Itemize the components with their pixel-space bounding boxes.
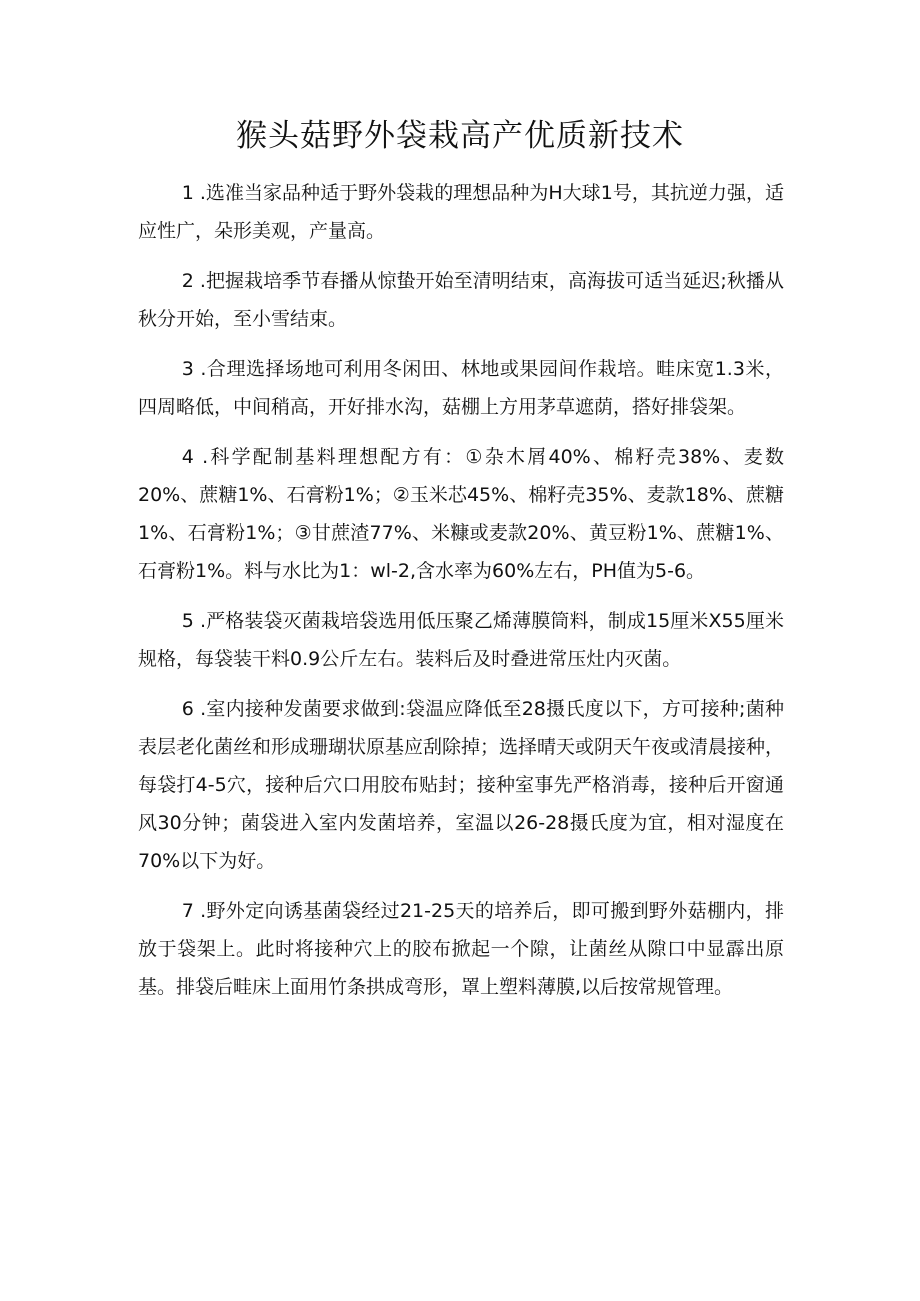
paragraph-2 [138, 262, 784, 338]
paragraph-text: .室内接种发菌要求做到:袋温应降低至28摄氏度以下，方可接种;菌种表层老化菌丝和形成珊瑚状原基应刮除掉；选择晴天或阴天午夜或清晨接种，每袋打4-5穴，接种后穴口用胶布贴封；接种室事先严格消毒，接种后开窗通风30分钟；菌袋进入室内发菌培养，室温以26-28摄氏度为宜，相对湿度在70%以下为好。 [138, 698, 785, 872]
paragraph-number: 5 [181, 610, 194, 632]
paragraph-number: 3 [181, 358, 194, 380]
paragraph-6 [138, 690, 784, 880]
paragraph-text: .把握栽培季节春播从惊蛰开始至清明结束，高海拔可适当延迟;秋播从秋分开始，至小雪结束。 [138, 270, 784, 330]
paragraph-7 [138, 892, 784, 1006]
paragraph-text: .严格装袋灭菌栽培袋选用低压聚乙烯薄膜筒料，制成15厘米X55厘米规格，每袋装干料0.9公斤左右。装料后及时叠进常压灶内灭菌。 [138, 610, 784, 670]
paragraph-number: 2 [181, 270, 194, 292]
paragraph-number: 4 [181, 446, 194, 468]
document-title: 猴头菇野外袋栽高产优质新技术 [236, 118, 684, 154]
paragraph-number: 6 [181, 698, 194, 720]
document-body [138, 174, 784, 1018]
paragraph-text: .选准当家品种适于野外袋栽的理想品种为H大球1号，其抗逆力强，适应性广，朵形美观，产量高。 [138, 182, 785, 242]
paragraph-4 [138, 438, 784, 590]
paragraph-1 [138, 174, 784, 250]
paragraph-5 [138, 602, 784, 678]
paragraph-text: .合理选择场地可利用冬闲田、林地或果园间作栽培。畦床宽1.3米，四周略低，中间稍高，开好排水沟，菇棚上方用茅草遮荫，搭好排袋架。 [138, 358, 784, 418]
paragraph-text: .科学配制基料理想配方有：①杂木屑40%、棉籽壳38%、麦数20%、蔗糖1%、石膏粉1%；②玉米芯45%、棉籽壳35%、麦款18%、蔗糖1%、石膏粉1%；③甘蔗渣77%、米糠或麦款20%、黄豆粉1%、蔗糖1%、石膏粉1%。料与水比为1：wl-2,含水率为60%左右，PH值为5-6。 [138, 446, 784, 582]
paragraph-text: .野外定向诱基菌袋经过21-25天的培养后，即可搬到野外菇棚内，排放于袋架上。此时将接种穴上的胶布掀起一个隙，让菌丝从隙口中显霹出原基。排袋后畦床上面用竹条拱成弯形，罩上塑料薄膜,以后按常规管理。 [138, 900, 784, 998]
paragraph-3 [138, 350, 784, 426]
paragraph-number: 1 [181, 182, 194, 204]
paragraph-number: 7 [181, 900, 194, 922]
